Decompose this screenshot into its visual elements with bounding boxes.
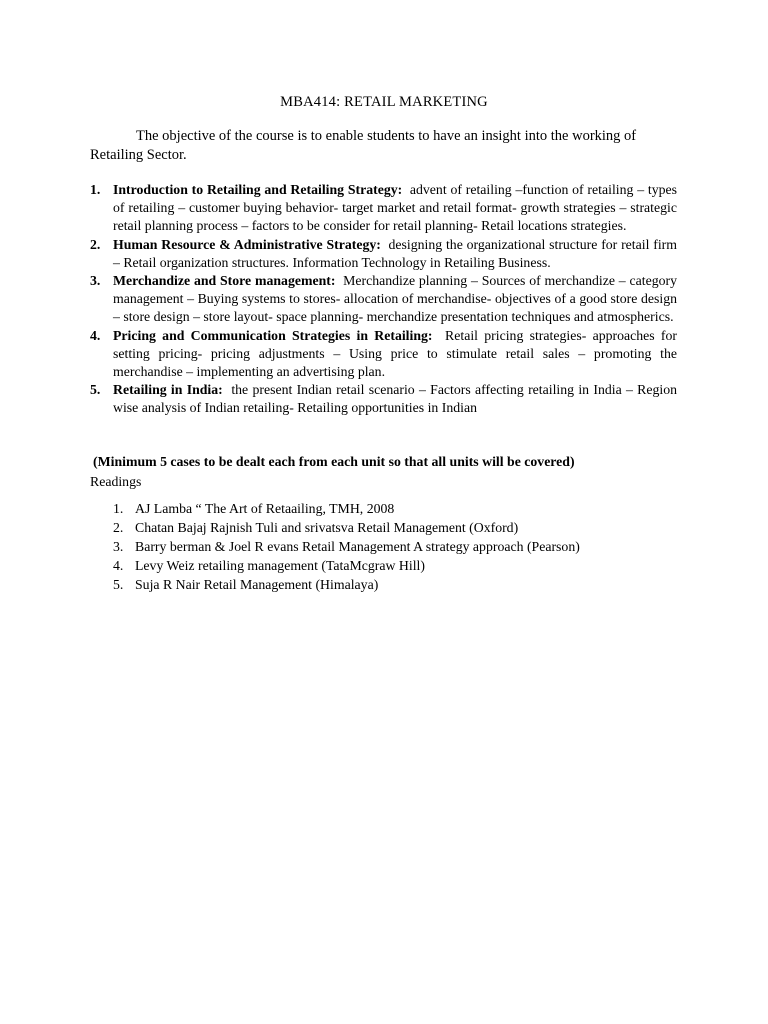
unit-body: designing the organizational structure for retail firm – Retail organization structures. Information Technology in Retailing Business. bbox=[113, 236, 677, 270]
readings-list bbox=[0, 499, 580, 594]
unit-heading: Human Resource & Administrative Strategy: bbox=[113, 236, 381, 252]
unit-heading: Merchandize and Store management: bbox=[113, 273, 336, 289]
reading-number: 5. bbox=[113, 577, 124, 592]
readings-heading: Readings bbox=[90, 474, 142, 489]
reading-number: 4. bbox=[113, 558, 124, 573]
reading-text: Levy Weiz retailing management (TataMcgraw Hill) bbox=[135, 558, 425, 573]
unit-item bbox=[0, 272, 677, 327]
reading-item bbox=[0, 556, 580, 575]
unit-item bbox=[0, 181, 677, 236]
course-objective: The objective of the course is to enable students to have an insight into the working of Retailing Sector. bbox=[90, 128, 637, 163]
unit-heading: Pricing and Communication Strategies in Retailing: bbox=[113, 327, 433, 343]
unit-body: advent of retailing –function of retailing – types of retailing – customer buying behavior- target market and retail format- growth strategies – strategic retail planning process – factors to be consider for retail planning- Retail locations strategies. bbox=[113, 182, 678, 234]
reading-item bbox=[0, 537, 580, 556]
reading-item bbox=[0, 575, 580, 594]
unit-body: Retail pricing strategies- approaches for setting pricing- pricing adjustments – Using price to stimulate retail sales – promoting the merchandise – implementing an advertising plan. bbox=[113, 327, 677, 380]
reading-number: 1. bbox=[113, 501, 124, 516]
unit-item bbox=[0, 236, 677, 272]
unit-number: 5. bbox=[90, 382, 101, 398]
page-title: MBA414: RETAIL MARKETING bbox=[280, 94, 488, 110]
reading-text: Barry berman & Joel R evans Retail Management A strategy approach (Pearson) bbox=[135, 539, 580, 554]
unit-item bbox=[0, 381, 677, 417]
reading-text: AJ Lamba “ The Art of Retaailing, TMH, 2008 bbox=[135, 501, 395, 516]
unit-body: Merchandize planning – Sources of merchandize – category management – Buying systems to stores- allocation of merchandise- objectives of a good store design – store design – store layout- space planning- merchandize presentation techniques and atmospherics. bbox=[113, 273, 677, 325]
unit-number: 1. bbox=[90, 182, 101, 197]
reading-number: 3. bbox=[113, 539, 124, 554]
unit-number: 2. bbox=[90, 236, 101, 252]
unit-item bbox=[0, 327, 677, 382]
unit-number: 4. bbox=[90, 327, 101, 343]
unit-body: the present Indian retail scenario – Factors affecting retailing in India – Region wise analysis of Indian retailing- Retailing opportunities in Indian bbox=[113, 382, 677, 416]
reading-text: Chatan Bajaj Rajnish Tuli and srivatsva Retail Management (Oxford) bbox=[135, 520, 519, 535]
reading-text: Suja R Nair Retail Management (Himalaya) bbox=[135, 577, 379, 592]
reading-item bbox=[0, 518, 580, 537]
unit-heading: Introduction to Retailing and Retailing Strategy: bbox=[113, 182, 403, 197]
case-note: (Minimum 5 cases to be dealt each from each unit so that all units will be covered) bbox=[93, 454, 575, 469]
unit-number: 3. bbox=[90, 273, 101, 289]
reading-item bbox=[0, 499, 580, 518]
unit-list bbox=[0, 181, 768, 418]
unit-heading: Retailing in India: bbox=[113, 382, 223, 398]
reading-number: 2. bbox=[113, 520, 124, 535]
